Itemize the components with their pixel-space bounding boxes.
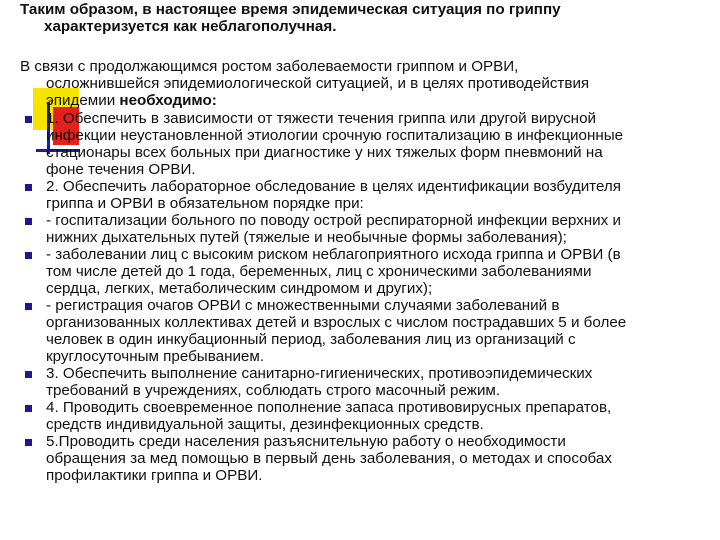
- title-line-1: Таким образом, в настоящее время эпидемическая ситуация по гриппу: [20, 1, 561, 18]
- list-item-text: 1. Обеспечить в зависимости от тяжести течения гриппа или другой вирусной инфекции неустановленной этиологии срочную госпитализацию в инфекционные стационары всех больных при диагностике у них тяжелых форм пневмоний на фоне течения ОРВИ.: [46, 110, 624, 178]
- list-item: [0, 399, 720, 433]
- list-item: [0, 178, 720, 212]
- list-item: [0, 246, 720, 297]
- bullet-icon: [25, 405, 32, 412]
- intro-paragraph: [20, 58, 720, 109]
- bullet-icon: [25, 116, 32, 123]
- list-item-text: 4. Проводить своевременное пополнение запаса противовирусных препаратов, средств индивидуальной защиты, дезинфекционных средств.: [46, 399, 612, 433]
- bullet-icon: [25, 184, 32, 191]
- list-item-text: - госпитализации больного по поводу острой респираторной инфекции верхних и нижних дыхательных путей (тяжелые и необычные формы заболевания);: [46, 212, 621, 246]
- list-item-text: - регистрация очагов ОРВИ с множественными случаями заболеваний в организованных коллективах детей и взрослых с числом пострадавших 5 и более человек в один инкубационный период, заболевания лиц из организаций с круглосуточным пребыванием.: [46, 297, 627, 365]
- list-item: [0, 212, 720, 246]
- list-item-text: 3. Обеспечить выполнение санитарно-гигиенических, противоэпидемических требований в учреждениях, соблюдать строго масочный режим.: [46, 365, 593, 399]
- measures-list: [0, 110, 720, 484]
- list-item-text: 2. Обеспечить лабораторное обследование в целях идентификации возбудителя гриппа и ОРВИ в обязательном порядке при:: [46, 178, 621, 212]
- list-item: [0, 365, 720, 399]
- intro-required-label: необходимо:: [119, 92, 217, 109]
- list-item: [0, 297, 720, 365]
- list-item-text: 5.Проводить среди населения разъяснительную работу о необходимости обращения за мед помощью в первый день заболевания, о методах и способах профилактики гриппа и ОРВИ.: [46, 433, 612, 484]
- bullet-icon: [25, 218, 32, 225]
- title-line-2: характеризуется как неблагополучная.: [44, 18, 337, 35]
- list-item: [0, 110, 720, 178]
- intro-line-3-text: эпидемии: [46, 92, 120, 109]
- bullet-icon: [25, 303, 32, 310]
- bullet-icon: [25, 439, 32, 446]
- list-item-text: - заболевании лиц с высоким риском неблагоприятного исхода гриппа и ОРВИ (в том числе детей до 1 года, беременных, лиц с хроническими заболеваниями сердца, легких, метаболическим синдромом и других);: [46, 246, 621, 297]
- bullet-icon: [25, 371, 32, 378]
- intro-line-2: осложнившейся эпидемиологической ситуацией, и в целях противодействия: [46, 75, 590, 92]
- list-item: [0, 433, 720, 484]
- slide-title: [20, 1, 710, 35]
- intro-line-1: В связи с продолжающимся ростом заболеваемости гриппом и ОРВИ,: [20, 58, 519, 75]
- bullet-icon: [25, 252, 32, 259]
- intro-line-3: [20, 92, 720, 109]
